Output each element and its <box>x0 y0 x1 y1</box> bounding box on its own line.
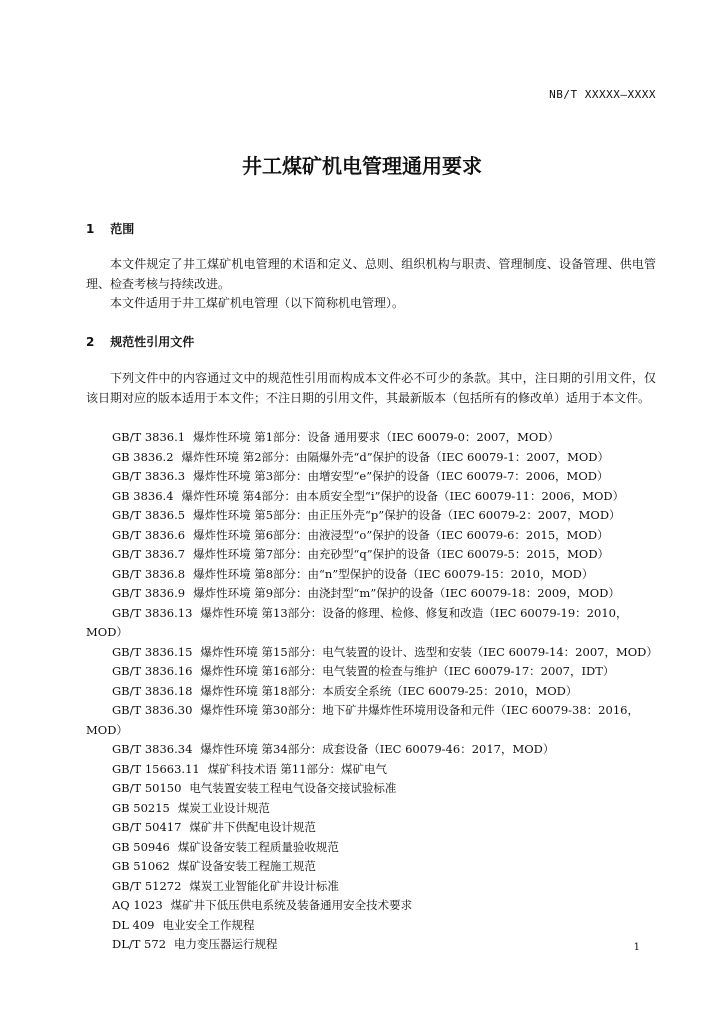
reference-standard-number: GB/T 3836.9 <box>112 586 186 600</box>
reference-standard-number: GB/T 51272 <box>112 878 182 893</box>
reference-title: 爆炸性环境 第30部分：地下矿井爆炸性环境用设备和元件（IEC 60079-38：2016， <box>200 703 639 717</box>
reference-title: 爆炸性环境 第7部分：由充砂型“q”保护的设备（IEC 60079-5：2015，MOD） <box>193 547 610 561</box>
reference-item <box>86 916 656 936</box>
reference-item <box>86 760 656 780</box>
reference-standard-number: GB/T 3836.15 <box>112 644 193 659</box>
reference-item <box>86 701 656 740</box>
reference-title-continuation: MOD） <box>86 722 128 737</box>
section-number: 2 <box>86 335 95 349</box>
reference-title: 煤矿井下低压供电系统及装备通用安全技术要求 <box>170 898 413 912</box>
normative-reference-list <box>86 428 656 955</box>
reference-standard-number: AQ 1023 <box>112 898 163 912</box>
reference-standard-number: GB/T 3836.1 <box>112 430 186 444</box>
reference-item <box>86 857 656 877</box>
document-code: NB/T XXXXX—XXXX <box>549 88 656 101</box>
reference-item <box>86 643 656 663</box>
reference-standard-number: GB/T 3836.5 <box>112 508 186 522</box>
reference-standard-number: GB/T 50150 <box>112 781 182 795</box>
scope-paragraph-1: 本文件规定了井工煤矿机电管理的术语和定义、总则、组织机构与职责、管理制度、设备管理、供电管理、检查考核与持续改进。 <box>86 257 656 291</box>
reference-item <box>86 779 656 799</box>
reference-standard-number: GB/T 3836.3 <box>112 469 186 483</box>
reference-standard-number: GB 50215 <box>112 800 170 815</box>
reference-standard-number: GB/T 3836.34 <box>112 742 193 756</box>
reference-standard-number: GB/T 3836.13 <box>112 605 193 620</box>
reference-item <box>86 935 656 955</box>
reference-title: 爆炸性环境 第15部分：电气装置的设计、选型和安装（IEC 60079-14：2007，MOD） <box>200 644 658 659</box>
reference-title: 爆炸性环境 第4部分：由本质安全型“i”保护的设备（IEC 60079-11：2006，MOD） <box>181 488 625 503</box>
reference-standard-number: GB/T 3836.8 <box>112 566 186 581</box>
reference-title: 电业安全工作规程 <box>162 917 255 932</box>
reference-title: 煤炭工业智能化矿井设计标准 <box>189 878 339 893</box>
section-heading-normative-references <box>86 333 194 350</box>
reference-standard-number: GB/T 15663.11 <box>112 761 200 776</box>
normative-intro-paragraph: 下列文件中的内容通过文中的规范性引用而构成本文件必不可少的条款。其中，注日期的引用文件，仅该日期对应的版本适用于本文件；不注日期的引用文件，其最新版本（包括所有的修改单）适用于本文件。 <box>86 371 656 405</box>
reference-title: 爆炸性环境 第13部分：设备的修理、检修、修复和改造（IEC 60079-19：2010， <box>200 605 628 620</box>
reference-standard-number: GB/T 50417 <box>112 820 182 834</box>
reference-title: 爆炸性环境 第8部分：由“n”型保护的设备（IEC 60079-15：2010，MOD） <box>193 566 594 581</box>
reference-item <box>86 682 656 702</box>
reference-item <box>86 448 656 468</box>
reference-item <box>86 838 656 858</box>
reference-item <box>86 877 656 897</box>
reference-standard-number: DL/T 572 <box>112 937 167 951</box>
reference-item <box>86 526 656 546</box>
reference-title-continuation: MOD） <box>86 625 128 639</box>
reference-item <box>86 584 656 604</box>
reference-item <box>86 428 656 448</box>
reference-item <box>86 545 656 565</box>
reference-standard-number: GB/T 3836.16 <box>112 664 193 678</box>
section-title: 规范性引用文件 <box>110 335 195 349</box>
reference-title: 煤矿井下供配电设计规范 <box>189 820 316 834</box>
reference-item <box>86 604 656 643</box>
reference-title: 爆炸性环境 第9部分：由浇封型“m”保护的设备（IEC 60079-18：2009，MOD） <box>193 586 620 600</box>
reference-title: 煤矿设备安装工程施工规范 <box>177 859 316 873</box>
reference-title: 爆炸性环境 第6部分：由液浸型“o”保护的设备（IEC 60079-6：2015，MOD） <box>193 527 609 542</box>
reference-standard-number: GB 3836.4 <box>112 488 174 503</box>
reference-item <box>86 506 656 526</box>
reference-item <box>86 467 656 487</box>
reference-standard-number: GB/T 3836.7 <box>112 547 186 561</box>
scope-paragraph-2: 本文件适用于井工煤矿机电管理（以下简称机电管理）。 <box>110 296 405 310</box>
reference-item <box>86 565 656 585</box>
reference-item <box>86 487 656 507</box>
reference-standard-number: GB 3836.2 <box>112 449 174 464</box>
reference-title: 电气装置安装工程电气设备交接试验标准 <box>189 781 397 795</box>
reference-standard-number: GB/T 3836.30 <box>112 703 193 717</box>
reference-title: 爆炸性环境 第2部分：由隔爆外壳“d”保护的设备（IEC 60079-1：2007，MOD） <box>181 449 610 464</box>
reference-standard-number: GB 50946 <box>112 839 170 854</box>
reference-title: 煤矿科技术语 第11部分：煤矿电气 <box>207 761 388 776</box>
reference-title: 煤矿设备安装工程质量验收规范 <box>177 839 339 854</box>
reference-item <box>86 818 656 838</box>
reference-item <box>86 896 656 916</box>
reference-title: 电力变压器运行规程 <box>174 937 278 951</box>
reference-title: 爆炸性环境 第1部分：设备 通用要求（IEC 60079-0：2007，MOD） <box>193 430 560 444</box>
reference-title: 爆炸性环境 第34部分：成套设备（IEC 60079-46：2017，MOD） <box>200 742 555 756</box>
page-number: 1 <box>633 942 640 953</box>
reference-item <box>86 799 656 819</box>
reference-standard-number: DL 409 <box>112 917 155 932</box>
reference-standard-number: GB/T 3836.6 <box>112 527 186 542</box>
reference-title: 爆炸性环境 第18部分：本质安全系统（IEC 60079-25：2010，MOD） <box>200 683 578 698</box>
reference-title: 爆炸性环境 第16部分：电气装置的检查与维护（IEC 60079-17：2007，IDT） <box>200 664 615 678</box>
section-title: 范围 <box>110 222 135 236</box>
section-number: 1 <box>86 222 95 236</box>
reference-standard-number: GB/T 3836.18 <box>112 683 193 698</box>
section-heading-scope <box>86 220 134 237</box>
reference-standard-number: GB 51062 <box>112 859 170 873</box>
document-title: 井工煤矿机电管理通用要求 <box>242 154 482 178</box>
reference-item <box>86 662 656 682</box>
reference-title: 煤炭工业设计规范 <box>177 800 270 815</box>
reference-item <box>86 740 656 760</box>
reference-title: 爆炸性环境 第3部分：由增安型“e”保护的设备（IEC 60079-7：2006，MOD） <box>193 469 609 483</box>
reference-title: 爆炸性环境 第5部分：由正压外壳“p”保护的设备（IEC 60079-2：2007，MOD） <box>193 508 621 522</box>
